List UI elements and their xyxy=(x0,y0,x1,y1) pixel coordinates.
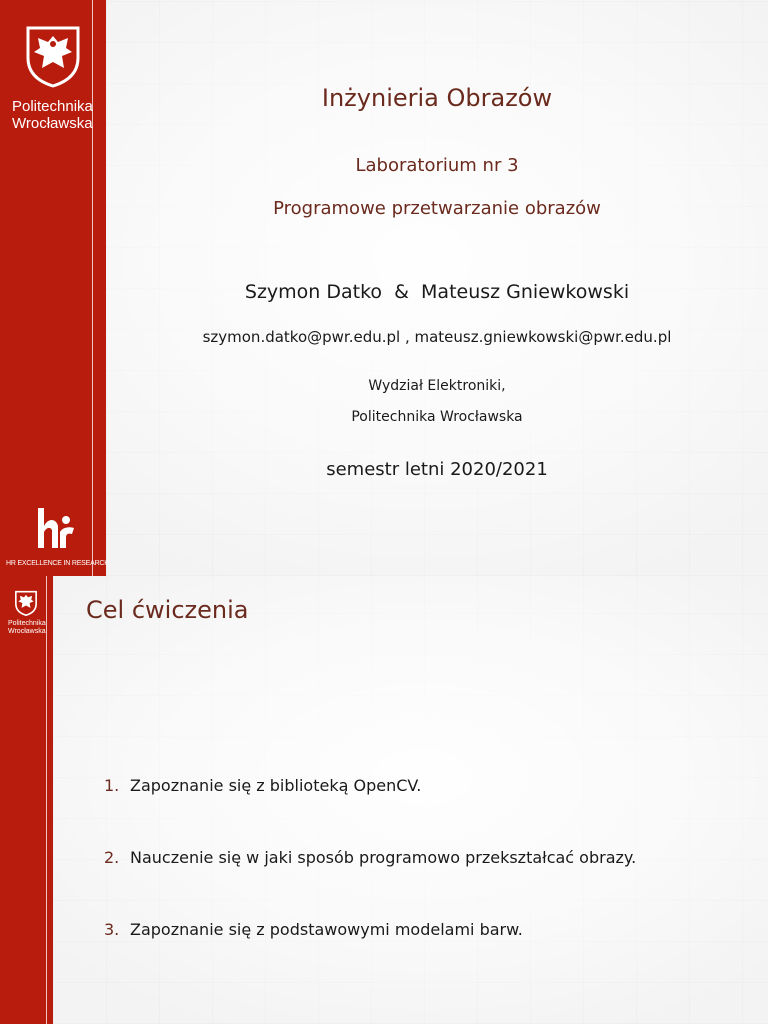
authors: Szymon Datko & Mateusz Gniewkowski xyxy=(244,281,630,303)
list-item xyxy=(104,776,421,795)
department: Wydział Elektroniki, xyxy=(368,378,506,394)
list-item-number: 2. xyxy=(104,848,120,867)
logo-line-1-small: Politechnika xyxy=(8,620,46,627)
lab-topic: Programowe przetwarzanie obrazów xyxy=(273,198,601,219)
objectives-slide xyxy=(0,576,768,1024)
brand-sidebar xyxy=(0,0,106,576)
lab-subtitle: Laboratorium nr 3 xyxy=(355,155,519,176)
eagle-crest-icon-small xyxy=(14,590,38,616)
university-name: Politechnika Wrocławska xyxy=(351,409,523,425)
slide-heading: Cel ćwiczenia xyxy=(86,596,249,624)
brand-sidebar-small xyxy=(0,576,53,1024)
list-item-number: 1. xyxy=(104,776,120,795)
sidebar-divider xyxy=(92,0,93,576)
list-item-text: Nauczenie się w jaki sposób programowo przekształcać obrazy. xyxy=(130,848,637,867)
sidebar-divider-small xyxy=(46,576,47,1024)
logo-line-2: Wrocławska xyxy=(12,115,93,132)
hr-excellence-label: HR EXCELLENCE IN RESEARCH xyxy=(6,560,110,567)
hr-logo-icon xyxy=(36,504,76,550)
university-logo-text xyxy=(12,98,93,132)
list-item xyxy=(104,848,636,867)
list-item-text: Zapoznanie się z biblioteką OpenCV. xyxy=(130,776,422,795)
presentation-title: Inżynieria Obrazów xyxy=(321,84,553,112)
author-emails: szymon.datko@pwr.edu.pl , mateusz.gniewkowski@pwr.edu.pl xyxy=(202,328,672,346)
eagle-crest-icon xyxy=(24,24,82,88)
logo-line-2-small: Wrocławska xyxy=(8,628,46,635)
logo-line-1: Politechnika xyxy=(12,98,93,115)
list-item-number: 3. xyxy=(104,920,120,939)
semester: semestr letni 2020/2021 xyxy=(326,459,548,480)
list-item-text: Zapoznanie się z podstawowymi modelami barw. xyxy=(130,920,523,939)
university-logo-text-small xyxy=(8,620,46,636)
list-item xyxy=(104,920,523,939)
